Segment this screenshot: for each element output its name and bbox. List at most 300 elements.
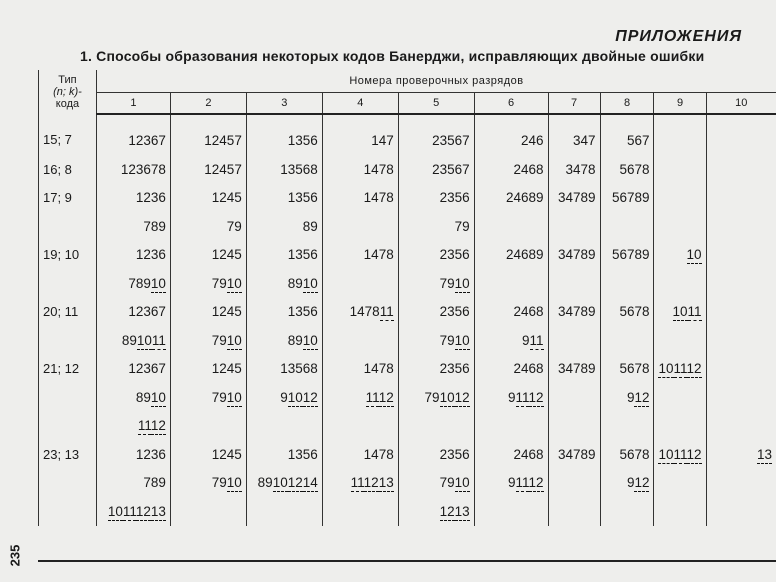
- check-digit-cell: [706, 269, 776, 298]
- digit-run: 89: [287, 332, 303, 348]
- check-digit-cell: [654, 440, 706, 469]
- check-digit-cell: [600, 114, 654, 155]
- table-row: [39, 184, 776, 213]
- check-digit-cell: [474, 440, 548, 469]
- digit-run: 2468: [513, 361, 544, 377]
- digit-run: 5678: [619, 446, 650, 462]
- digit-run: 5678: [619, 361, 650, 377]
- check-digit-cell: [548, 497, 600, 526]
- code-type-cell: [39, 269, 97, 298]
- check-digit-cell: [170, 326, 246, 355]
- check-digit-cell: [322, 355, 398, 384]
- check-digit-cell: [706, 326, 776, 355]
- check-digit-cell: [600, 469, 654, 498]
- check-digit-cell: [322, 383, 398, 412]
- check-digit-cell: [474, 412, 548, 441]
- check-digit-cell: [654, 114, 706, 155]
- column-header: 1: [96, 93, 170, 115]
- check-digit-cell: [246, 412, 322, 441]
- check-digit-cell: [96, 212, 170, 241]
- check-digit-cell: [96, 412, 170, 441]
- check-digit-cell: [706, 212, 776, 241]
- digit-run: 12457: [204, 132, 242, 148]
- digit-run: 9: [507, 389, 516, 405]
- check-digit-cell: [322, 469, 398, 498]
- check-digit-cell: [600, 497, 654, 526]
- check-digit-cell: [600, 412, 654, 441]
- table-row: [39, 412, 776, 441]
- two-digit-number: 10: [454, 332, 470, 348]
- digit-run: 24689: [506, 190, 544, 206]
- digit-run: 79: [211, 332, 227, 348]
- check-digit-cell: [654, 298, 706, 327]
- code-type-cell: [39, 412, 97, 441]
- check-digit-cell: [548, 383, 600, 412]
- check-digit-cell: [246, 184, 322, 213]
- two-digit-number: 11: [529, 332, 544, 348]
- check-digit-cell: [398, 497, 474, 526]
- two-digit-number: 12: [634, 389, 650, 405]
- two-digit-number: 10: [302, 275, 318, 291]
- check-digit-cell: [322, 412, 398, 441]
- table-row: [39, 155, 776, 184]
- check-digit-cell: [548, 355, 600, 384]
- check-digit-cell: [654, 383, 706, 412]
- digit-run: 34789: [557, 446, 596, 462]
- check-digit-cell: [322, 155, 398, 184]
- check-digit-cell: [548, 212, 600, 241]
- two-digit-number: 12: [363, 475, 379, 491]
- bottom-rule: [38, 560, 776, 562]
- digit-run: 1478: [363, 446, 394, 462]
- check-digit-cell: [246, 269, 322, 298]
- digit-run: 1245: [211, 304, 242, 320]
- check-digit-cell: [398, 114, 474, 155]
- digit-run: 1478: [363, 247, 394, 263]
- check-digit-cell: [548, 241, 600, 270]
- digit-run: 1356: [287, 132, 318, 148]
- digit-run: 123678: [120, 161, 166, 177]
- two-digit-number: 13: [150, 503, 166, 519]
- two-digit-number: 13: [756, 446, 772, 462]
- check-digit-cell: [474, 241, 548, 270]
- check-digit-cell: [474, 298, 548, 327]
- digit-run: 9: [280, 389, 288, 405]
- column-header: 8: [600, 93, 654, 115]
- check-digit-cell: [474, 269, 548, 298]
- digit-run: 246: [521, 132, 544, 148]
- digit-run: 789: [143, 475, 166, 491]
- check-digit-cell: [654, 269, 706, 298]
- digit-run: 56789: [611, 247, 650, 263]
- digit-run: 23567: [432, 161, 470, 177]
- column-header: 3: [246, 93, 322, 115]
- two-digit-number: 12: [378, 389, 394, 405]
- digit-run: 34789: [557, 361, 596, 377]
- check-digit-cell: [654, 469, 706, 498]
- check-digit-cell: [246, 383, 322, 412]
- two-digit-number: 10: [150, 389, 166, 405]
- check-digit-cell: [170, 383, 246, 412]
- digit-run: 2356: [439, 361, 470, 377]
- check-digit-cell: [548, 155, 600, 184]
- two-digit-number: 11: [515, 389, 529, 405]
- code-type-cell: 19; 10: [39, 241, 97, 270]
- check-digit-cell: [398, 298, 474, 327]
- two-digit-number: 10: [107, 503, 123, 519]
- digit-run: 2468: [513, 446, 544, 462]
- column-header: 5: [398, 93, 474, 115]
- check-digit-cell: [398, 212, 474, 241]
- check-digit-cell: [170, 298, 246, 327]
- check-digit-cell: [170, 155, 246, 184]
- check-digit-cell: [398, 326, 474, 355]
- digit-run: 56789: [611, 190, 650, 206]
- two-digit-number: 12: [302, 389, 318, 405]
- check-digit-cell: [600, 155, 654, 184]
- digit-run: 789: [128, 275, 151, 291]
- check-digit-cell: [170, 412, 246, 441]
- digit-run: 2356: [439, 446, 470, 462]
- check-digit-cell: [96, 155, 170, 184]
- check-digit-cell: [96, 440, 170, 469]
- table-row: [39, 114, 776, 155]
- check-digit-cell: [548, 412, 600, 441]
- check-digit-cell: [170, 114, 246, 155]
- digit-run: 5678: [619, 304, 650, 320]
- two-digit-number: 10: [287, 389, 303, 405]
- code-type-cell: 16; 8: [39, 155, 97, 184]
- check-digit-cell: [398, 269, 474, 298]
- check-digit-cell: [246, 298, 322, 327]
- digit-run: 12457: [204, 161, 242, 177]
- two-digit-number: 14: [302, 475, 318, 491]
- two-digit-number: 12: [634, 475, 650, 491]
- check-digit-cell: [654, 412, 706, 441]
- digit-run: 1245: [211, 247, 242, 263]
- check-digit-cell: [474, 497, 548, 526]
- codes-table: [38, 70, 776, 526]
- digit-run: 347: [572, 132, 596, 148]
- digit-run: 79: [211, 275, 227, 291]
- digit-run: 9: [507, 475, 516, 491]
- check-digit-cell: [322, 440, 398, 469]
- check-digit-cell: [398, 184, 474, 213]
- check-digit-cell: [322, 241, 398, 270]
- digit-run: 9: [626, 389, 635, 405]
- digit-run: 567: [626, 132, 650, 148]
- table-row: [39, 355, 776, 384]
- code-type-cell: 17; 9: [39, 184, 97, 213]
- check-digit-cell: [706, 469, 776, 498]
- table-row: [39, 497, 776, 526]
- check-digit-cell: [600, 184, 654, 213]
- check-digit-cell: [322, 269, 398, 298]
- check-digit-cell: [322, 212, 398, 241]
- check-digit-cell: [322, 114, 398, 155]
- digit-run: 79: [439, 275, 455, 291]
- table-row: [39, 298, 776, 327]
- table-row: [39, 440, 776, 469]
- check-digit-cell: [600, 212, 654, 241]
- check-digit-cell: [246, 497, 322, 526]
- type-column-header: [39, 70, 97, 114]
- section-header: ПРИЛОЖЕНИЯ: [615, 28, 742, 45]
- code-type-cell: 21; 12: [39, 355, 97, 384]
- check-digit-cell: [654, 184, 706, 213]
- digit-run: 2356: [439, 247, 470, 263]
- digit-run: 89: [121, 332, 137, 348]
- digit-run: 1236: [135, 446, 166, 462]
- check-digit-cell: [322, 184, 398, 213]
- digit-run: 24689: [506, 247, 544, 263]
- two-digit-number: 10: [226, 275, 242, 291]
- check-digit-cell: [96, 184, 170, 213]
- check-digit-cell: [654, 155, 706, 184]
- check-digit-cell: [398, 241, 474, 270]
- check-digit-cell: [600, 440, 654, 469]
- column-header: 9: [654, 93, 706, 115]
- check-digit-cell: [246, 114, 322, 155]
- table-row: [39, 469, 776, 498]
- digit-run: 34789: [557, 304, 596, 320]
- code-type-cell: 20; 11: [39, 298, 97, 327]
- two-digit-number: 11: [151, 332, 166, 348]
- check-digit-cell: [600, 355, 654, 384]
- check-digit-cell: [246, 155, 322, 184]
- type-header-line: Тип: [58, 74, 77, 86]
- digit-run: 89: [302, 218, 318, 234]
- check-digit-cell: [548, 269, 600, 298]
- check-digit-cell: [96, 497, 170, 526]
- two-digit-number: 11: [673, 446, 687, 462]
- digit-run: 12367: [128, 304, 166, 320]
- check-digit-cell: [322, 298, 398, 327]
- two-digit-number: 10: [226, 389, 242, 405]
- code-type-cell: 23; 13: [39, 440, 97, 469]
- column-header: 7: [548, 93, 600, 115]
- two-digit-number: 10: [686, 247, 702, 263]
- check-digit-cell: [548, 184, 600, 213]
- two-digit-number: 12: [150, 418, 166, 434]
- check-digit-cell: [170, 269, 246, 298]
- two-digit-number: 12: [528, 475, 544, 491]
- check-digit-cell: [654, 241, 706, 270]
- check-digit-cell: [96, 383, 170, 412]
- check-digit-cell: [398, 412, 474, 441]
- column-header: 4: [322, 93, 398, 115]
- check-digit-cell: [600, 241, 654, 270]
- check-digit-cell: [246, 212, 322, 241]
- column-header: 10: [706, 93, 776, 115]
- digit-run: 1245: [211, 446, 242, 462]
- check-digit-cell: [706, 241, 776, 270]
- check-digit-cell: [170, 469, 246, 498]
- digit-run: 1478: [363, 361, 394, 377]
- check-digit-cell: [170, 184, 246, 213]
- check-digit-cell: [246, 241, 322, 270]
- check-digit-cell: [600, 298, 654, 327]
- two-digit-number: 11: [365, 389, 379, 405]
- check-digit-cell: [170, 355, 246, 384]
- check-digit-cell: [170, 440, 246, 469]
- digit-run: 1478: [363, 190, 394, 206]
- check-digit-cell: [706, 155, 776, 184]
- digit-run: 1236: [135, 247, 166, 263]
- two-digit-number: 11: [350, 475, 364, 491]
- check-digit-cell: [398, 440, 474, 469]
- two-digit-number: 12: [454, 389, 470, 405]
- page-number: 235: [7, 544, 23, 567]
- digit-run: 1356: [287, 446, 318, 462]
- two-digit-number: 11: [515, 475, 529, 491]
- digit-run: 9: [626, 475, 635, 491]
- check-digit-cell: [706, 298, 776, 327]
- check-digit-cell: [398, 383, 474, 412]
- two-digit-number: 10: [658, 446, 674, 462]
- two-digit-number: 13: [454, 503, 470, 519]
- two-digit-number: 13: [378, 475, 394, 491]
- digit-run: 1356: [287, 247, 318, 263]
- check-digit-cell: [474, 355, 548, 384]
- check-digit-cell: [548, 469, 600, 498]
- digit-run: 1478: [349, 304, 380, 320]
- code-type-cell: 15; 7: [39, 114, 97, 155]
- digit-run: 79: [211, 475, 227, 491]
- check-digit-cell: [706, 412, 776, 441]
- check-digit-cell: [474, 326, 548, 355]
- two-digit-number: 10: [226, 332, 242, 348]
- check-digit-cell: [706, 383, 776, 412]
- check-digit-cell: [246, 440, 322, 469]
- digit-run: 89: [287, 275, 303, 291]
- code-type-cell: [39, 212, 97, 241]
- digit-run: 23567: [432, 132, 470, 148]
- check-digit-cell: [170, 497, 246, 526]
- two-digit-number: 10: [226, 475, 242, 491]
- digit-run: 3478: [565, 161, 596, 177]
- column-header: 6: [474, 93, 548, 115]
- digit-run: 2356: [439, 190, 470, 206]
- check-digit-cell: [246, 469, 322, 498]
- two-digit-number: 11: [673, 361, 687, 377]
- two-digit-number: 10: [302, 332, 318, 348]
- two-digit-number: 12: [686, 361, 702, 377]
- two-digit-number: 10: [439, 389, 455, 405]
- digit-run: 1356: [287, 304, 318, 320]
- check-digit-cell: [96, 241, 170, 270]
- digit-run: 1478: [363, 161, 394, 177]
- check-digit-cell: [600, 383, 654, 412]
- two-digit-number: 12: [439, 503, 455, 519]
- digit-run: 12367: [128, 132, 166, 148]
- check-digit-cell: [474, 155, 548, 184]
- check-digit-cell: [706, 440, 776, 469]
- digit-run: 79: [439, 475, 455, 491]
- two-digit-number: 10: [672, 304, 688, 320]
- check-digit-cell: [600, 269, 654, 298]
- two-digit-number: 11: [687, 304, 702, 320]
- digit-run: 79: [211, 389, 227, 405]
- two-digit-number: 12: [135, 503, 151, 519]
- check-digit-cell: [654, 355, 706, 384]
- table-row: [39, 383, 776, 412]
- check-digit-cell: [474, 383, 548, 412]
- check-digit-cell: [96, 298, 170, 327]
- digit-run: 12367: [128, 361, 166, 377]
- check-digit-cell: [398, 155, 474, 184]
- table-row: [39, 241, 776, 270]
- check-digit-cell: [398, 469, 474, 498]
- type-header-line: кода: [55, 98, 80, 110]
- code-type-cell: [39, 383, 97, 412]
- digit-run: 9: [522, 332, 530, 348]
- code-type-cell: [39, 469, 97, 498]
- check-digit-cell: [474, 114, 548, 155]
- digit-run: 34789: [557, 190, 596, 206]
- check-digit-cell: [548, 440, 600, 469]
- digit-run: 34789: [557, 247, 596, 263]
- digit-run: 2468: [513, 161, 544, 177]
- digit-run: 147: [371, 132, 394, 148]
- digit-run: 79: [454, 218, 470, 234]
- check-digit-cell: [600, 326, 654, 355]
- check-digit-cell: [654, 212, 706, 241]
- digit-run: 1245: [211, 190, 242, 206]
- check-digit-cell: [706, 114, 776, 155]
- two-digit-number: 10: [272, 475, 288, 491]
- code-type-cell: [39, 326, 97, 355]
- two-digit-number: 11: [379, 304, 394, 320]
- check-digit-cell: [706, 497, 776, 526]
- two-digit-number: 10: [150, 275, 166, 291]
- digit-run: 5678: [619, 161, 650, 177]
- check-digit-cell: [548, 298, 600, 327]
- check-digits-group-header: Номера проверочных разрядов: [96, 70, 776, 93]
- digit-run: 79: [226, 218, 242, 234]
- check-digit-cell: [548, 326, 600, 355]
- check-digit-cell: [96, 355, 170, 384]
- two-digit-number: 12: [686, 446, 702, 462]
- type-header-line: (n; k)-: [53, 86, 82, 98]
- table-caption: 1. Способы образования некоторых кодов Банерджи, исправляющих двойные ошибки: [80, 48, 705, 64]
- two-digit-number: 10: [454, 475, 470, 491]
- check-digit-cell: [706, 184, 776, 213]
- digit-run: 789: [143, 218, 166, 234]
- check-digit-cell: [96, 269, 170, 298]
- table-row: [39, 212, 776, 241]
- column-header: 2: [170, 93, 246, 115]
- table-row: [39, 269, 776, 298]
- check-digit-cell: [96, 469, 170, 498]
- check-digit-cell: [654, 326, 706, 355]
- digit-run: 79: [439, 332, 455, 348]
- check-digit-cell: [96, 326, 170, 355]
- check-digit-cell: [654, 497, 706, 526]
- digit-run: 89: [135, 389, 151, 405]
- digit-run: 2468: [513, 304, 544, 320]
- check-digit-cell: [246, 326, 322, 355]
- two-digit-number: 12: [528, 389, 544, 405]
- check-digit-cell: [474, 212, 548, 241]
- digit-run: 1356: [287, 190, 318, 206]
- check-digit-cell: [398, 355, 474, 384]
- check-digit-cell: [474, 184, 548, 213]
- digit-run: 1236: [135, 190, 166, 206]
- digit-run: 1245: [211, 361, 242, 377]
- digit-run: 79: [424, 389, 440, 405]
- two-digit-number: 10: [454, 275, 470, 291]
